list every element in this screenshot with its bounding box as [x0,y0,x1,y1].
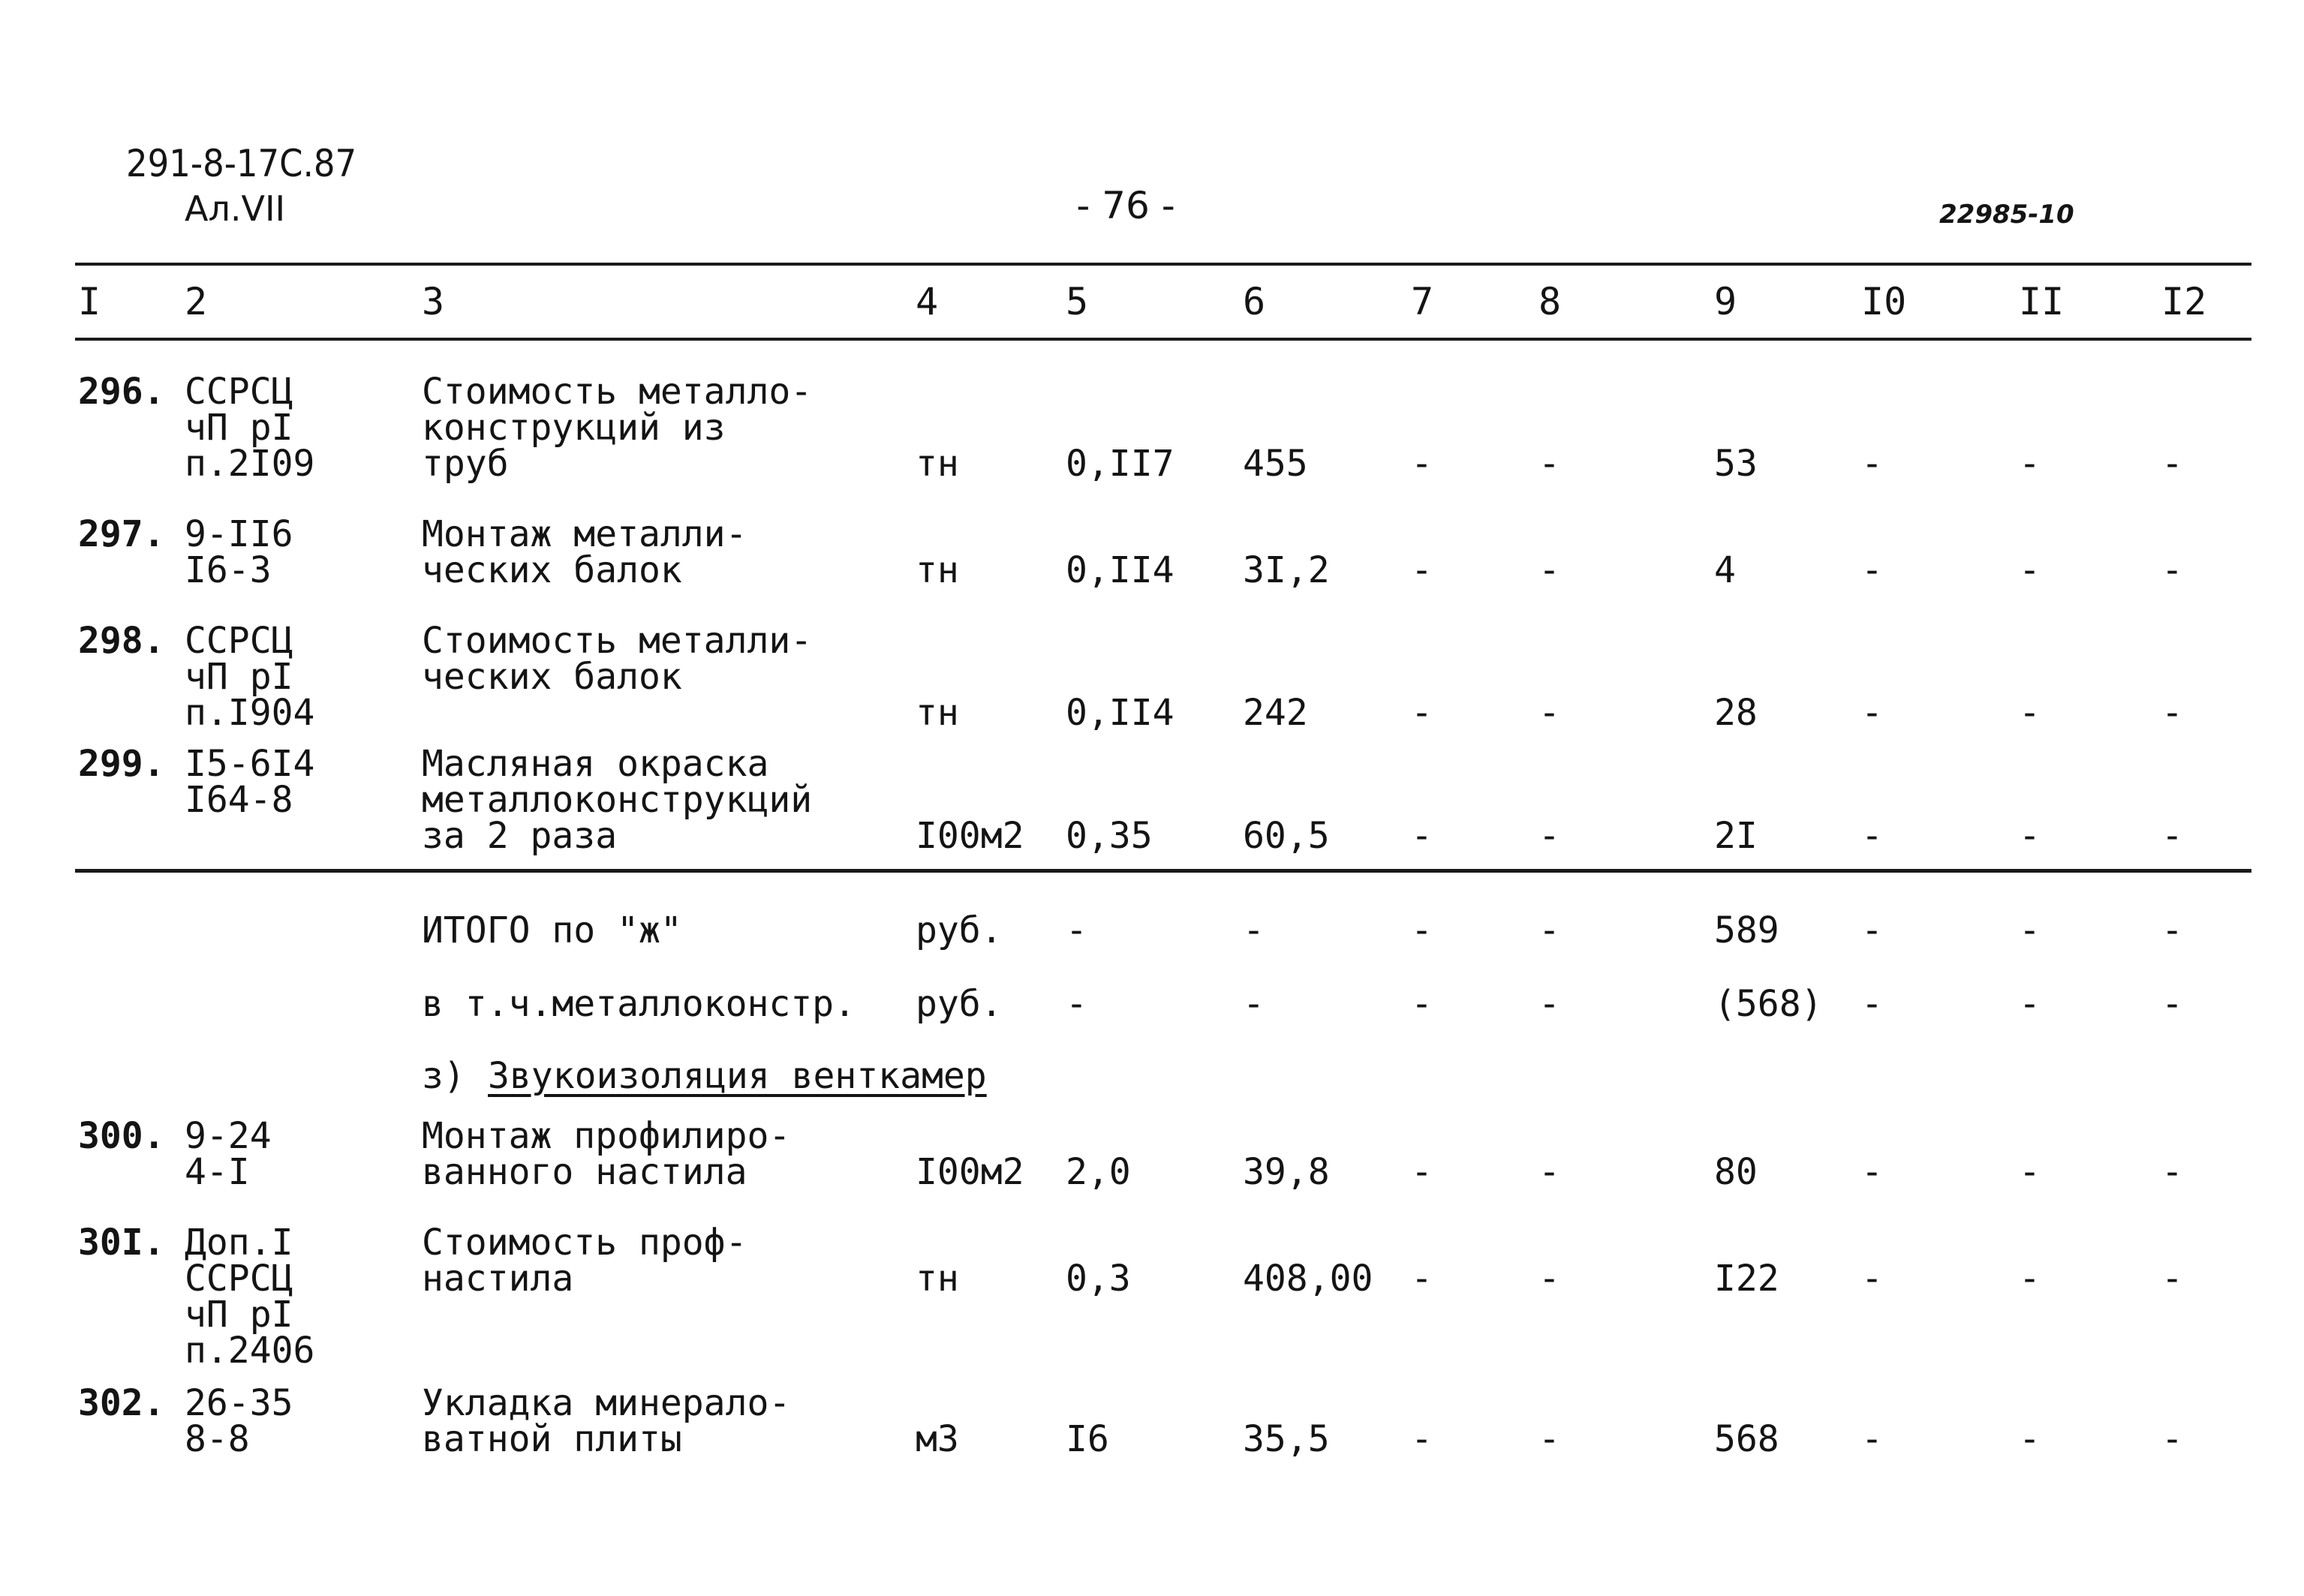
totals-value: 589 [1714,909,1779,951]
totals-value: - [1861,983,1883,1025]
value-cell: - [1539,549,1560,591]
value-cell: 242 [1243,692,1308,734]
page-number: - 76 - [1076,184,1175,227]
value-cell: 408,00 [1243,1258,1373,1300]
value-cell: - [1411,692,1433,734]
value-cell: 0,35 [1066,815,1153,857]
value-cell: 568 [1714,1418,1779,1460]
column-header: I2 [2161,280,2207,323]
value-cell: 39,8 [1243,1151,1330,1193]
column-header: I [78,280,101,323]
value-cell: - [1861,1151,1883,1193]
norm-code: I5-6I4 [185,743,315,785]
totals-value: - [1243,983,1265,1025]
work-description: Масляная окраска [422,743,769,785]
value-cell: - [2019,692,2041,734]
totals-value: - [1539,909,1560,951]
totals-value: - [2161,909,2183,951]
value-cell: I22 [1714,1258,1779,1300]
row-number: 296. [78,371,165,413]
work-description: Монтаж металли- [422,513,747,555]
column-header: I0 [1861,280,1907,323]
value-cell: - [2161,1258,2183,1300]
value-cell: 2I [1714,815,1758,857]
value-cell: - [1411,1151,1433,1193]
norm-code: чП рI [185,407,293,449]
value-cell: тн [916,692,959,734]
totals-value: руб. [916,983,1003,1025]
value-cell: - [2019,1258,2041,1300]
value-cell: 455 [1243,443,1308,485]
value-cell: - [1411,815,1433,857]
value-cell: - [1411,549,1433,591]
work-description: ватной плиты [422,1418,682,1460]
value-cell: - [1411,443,1433,485]
table-top-rule [75,263,2251,266]
work-description: ческих балок [422,656,682,698]
value-cell: - [1539,1151,1560,1193]
column-header: 6 [1243,280,1266,323]
value-cell: - [2161,1418,2183,1460]
norm-code: чП рI [185,656,293,698]
value-cell: - [1861,692,1883,734]
value-cell: 0,II4 [1066,692,1175,734]
totals-value: - [1861,909,1883,951]
value-cell: - [1861,815,1883,857]
row-number: 299. [78,743,165,785]
value-cell: - [2161,549,2183,591]
norm-code: ССРСЦ [185,620,293,662]
value-cell: тн [916,1258,959,1300]
row-number: 302. [78,1382,165,1424]
norm-code: 8-8 [185,1418,250,1460]
value-cell: I00м2 [916,815,1024,857]
totals-value: - [1411,909,1433,951]
value-cell: I6 [1066,1418,1109,1460]
value-cell: - [1539,815,1560,857]
value-cell: 80 [1714,1151,1758,1193]
totals-value: - [1243,909,1265,951]
value-cell: - [1861,1258,1883,1300]
document-code: 291-8-17С.87 [126,142,357,185]
work-description: металлоконструкций [422,779,813,821]
value-cell: тн [916,443,959,485]
norm-code: чП рI [185,1294,293,1336]
value-cell: - [2161,692,2183,734]
work-description: Укладка минерало- [422,1382,791,1424]
row-number: 298. [78,620,165,662]
totals-value: - [1066,909,1087,951]
totals-value: - [1411,983,1433,1025]
value-cell: - [1861,1418,1883,1460]
norm-code: 9-II6 [185,513,293,555]
sheet-label: Ал.VII [185,188,286,229]
value-cell: - [1411,1258,1433,1300]
value-cell: - [1411,1418,1433,1460]
work-description: Стоимость проф- [422,1222,747,1264]
totals-value: - [2019,983,2041,1025]
norm-code: I64-8 [185,779,293,821]
work-description: Монтаж профилиро- [422,1115,791,1157]
norm-code: ССРСЦ [185,1258,293,1300]
value-cell: 2,0 [1066,1151,1131,1193]
norm-code: I6-3 [185,549,272,591]
value-cell: - [2019,1418,2041,1460]
norm-code: 9-24 [185,1115,272,1157]
value-cell: - [2019,443,2041,485]
norm-code: п.I904 [185,692,315,734]
value-cell: - [2161,443,2183,485]
column-header: 3 [422,280,445,323]
value-cell: 53 [1714,443,1758,485]
value-cell: 60,5 [1243,815,1330,857]
value-cell: 4 [1714,549,1736,591]
section-title: Звукоизоляция венткамер [488,1055,987,1097]
value-cell: 0,II4 [1066,549,1175,591]
value-cell: - [2161,1151,2183,1193]
value-cell: 0,II7 [1066,443,1175,485]
work-description: ческих балок [422,549,682,591]
value-cell: 28 [1714,692,1758,734]
column-header: 5 [1066,280,1089,323]
column-header: 4 [916,280,939,323]
work-description: Стоимость металли- [422,620,813,662]
work-description: труб [422,443,509,485]
totals-value: - [2161,983,2183,1025]
norm-code: ССРСЦ [185,371,293,413]
totals-value: - [1539,983,1560,1025]
header-bottom-rule [75,338,2251,341]
work-description: Стоимость металло- [422,371,813,413]
value-cell: - [1539,1258,1560,1300]
value-cell: 35,5 [1243,1418,1330,1460]
totals-value: - [2019,909,2041,951]
work-description: настила [422,1258,574,1300]
column-header: 8 [1539,280,1562,323]
work-description: конструкций из [422,407,726,449]
column-header: 2 [185,280,208,323]
value-cell: - [1539,692,1560,734]
norm-code: Доп.I [185,1222,293,1264]
row-number: 300. [78,1115,165,1157]
row-number: 297. [78,513,165,555]
value-cell: - [2019,1151,2041,1193]
value-cell: - [1539,1418,1560,1460]
value-cell: 3I,2 [1243,549,1330,591]
row-number: 30I. [78,1222,165,1264]
totals-value: (568) [1714,983,1823,1025]
value-cell: - [2161,815,2183,857]
totals-value: - [1066,983,1087,1025]
totals-value: руб. [916,909,1003,951]
totals-label: ИТОГО по "ж" [422,909,682,951]
value-cell: м3 [916,1418,959,1460]
norm-code: 4-I [185,1151,250,1193]
work-description: за 2 раза [422,815,618,857]
value-cell: I00м2 [916,1151,1024,1193]
value-cell: - [2019,549,2041,591]
value-cell: 0,3 [1066,1258,1131,1300]
column-header: 9 [1714,280,1737,323]
norm-code: 26-35 [185,1382,293,1424]
value-cell: - [1861,443,1883,485]
value-cell: - [2019,815,2041,857]
column-header: 7 [1411,280,1434,323]
norm-code: п.2I09 [185,443,315,485]
norm-code: п.2406 [185,1330,315,1372]
value-cell: - [1861,549,1883,591]
section-prefix: з) [422,1055,487,1097]
value-cell: тн [916,549,959,591]
totals-rule [75,869,2251,873]
value-cell: - [1539,443,1560,485]
totals-label: в т.ч.металлоконстр. [422,983,856,1025]
work-description: ванного настила [422,1151,747,1193]
archive-number: 22985-10 [1939,200,2074,230]
column-header: II [2019,280,2065,323]
